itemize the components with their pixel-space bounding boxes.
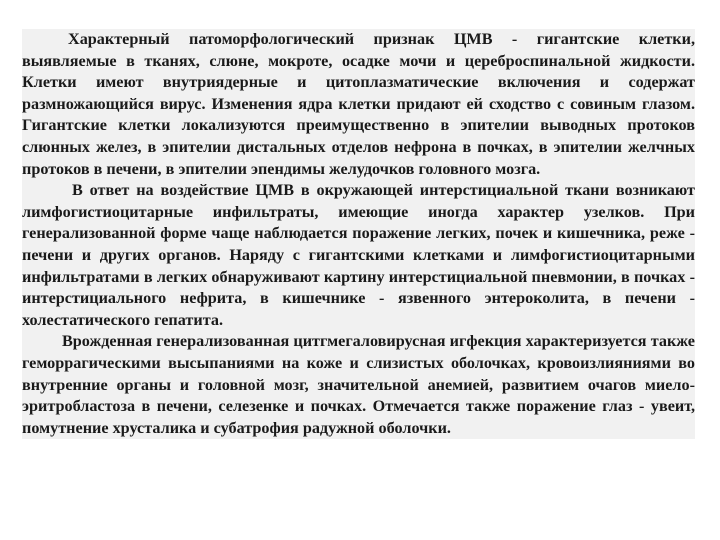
paragraph-giant-cells: Характерный патоморфологический признак ЦМВ - гигантские клетки, выявляемые в тканях, слюне, мокроте, осадке мочи и цереброспинальной жидкости. Клетки имеют внутриядерные и цитоплазматические включения и содержат размножающийся вирус. Изменения ядра клетки придают ей сходство с совиным глазом. Гигантские клетки локализуются преимущественно в эпителии выводных протоков слюнных желез, в эпителии дистальных отделов нефрона в почках, в эпителии желчных протоков в печени, в эпителии эпендимы желудочков головного мозга.: [22, 30, 695, 178]
paragraph-infiltrates: В ответ на воздействие ЦМВ в окружающей интерстициальной ткани возникают лимфогистиоцитарные инфильтраты, имеющие иногда характер узелков. При генерализованной форме чаще наблюдается поражение легких, почек и кишечника, реже - печени и других органов. Наряду с гигантскими клетками и лимфогистиоцитарными инфильтратами в легких обнаруживают картину интерстициальной пневмонии, в почках - интерстициального нефрита, в кишечнике - язвенного энтероколита, в печени - холестатического гепатита.: [22, 181, 695, 329]
paragraph-congenital-infection: Врожденная генерализованная цитгмегаловирусная игфекция характеризуется также геморрагическими высыпаниями на коже и слизистых оболочках, кровоизлияниями во внутренние органы и головной мозг, значительной анемией, развитием очагов миело-эритробластоза в печени, селезенке и почках. Отмечается также поражение глаз - увеит, помутнение хрусталика и субатрофия радужной оболочки.: [22, 332, 695, 437]
document-page: [22, 29, 695, 439]
